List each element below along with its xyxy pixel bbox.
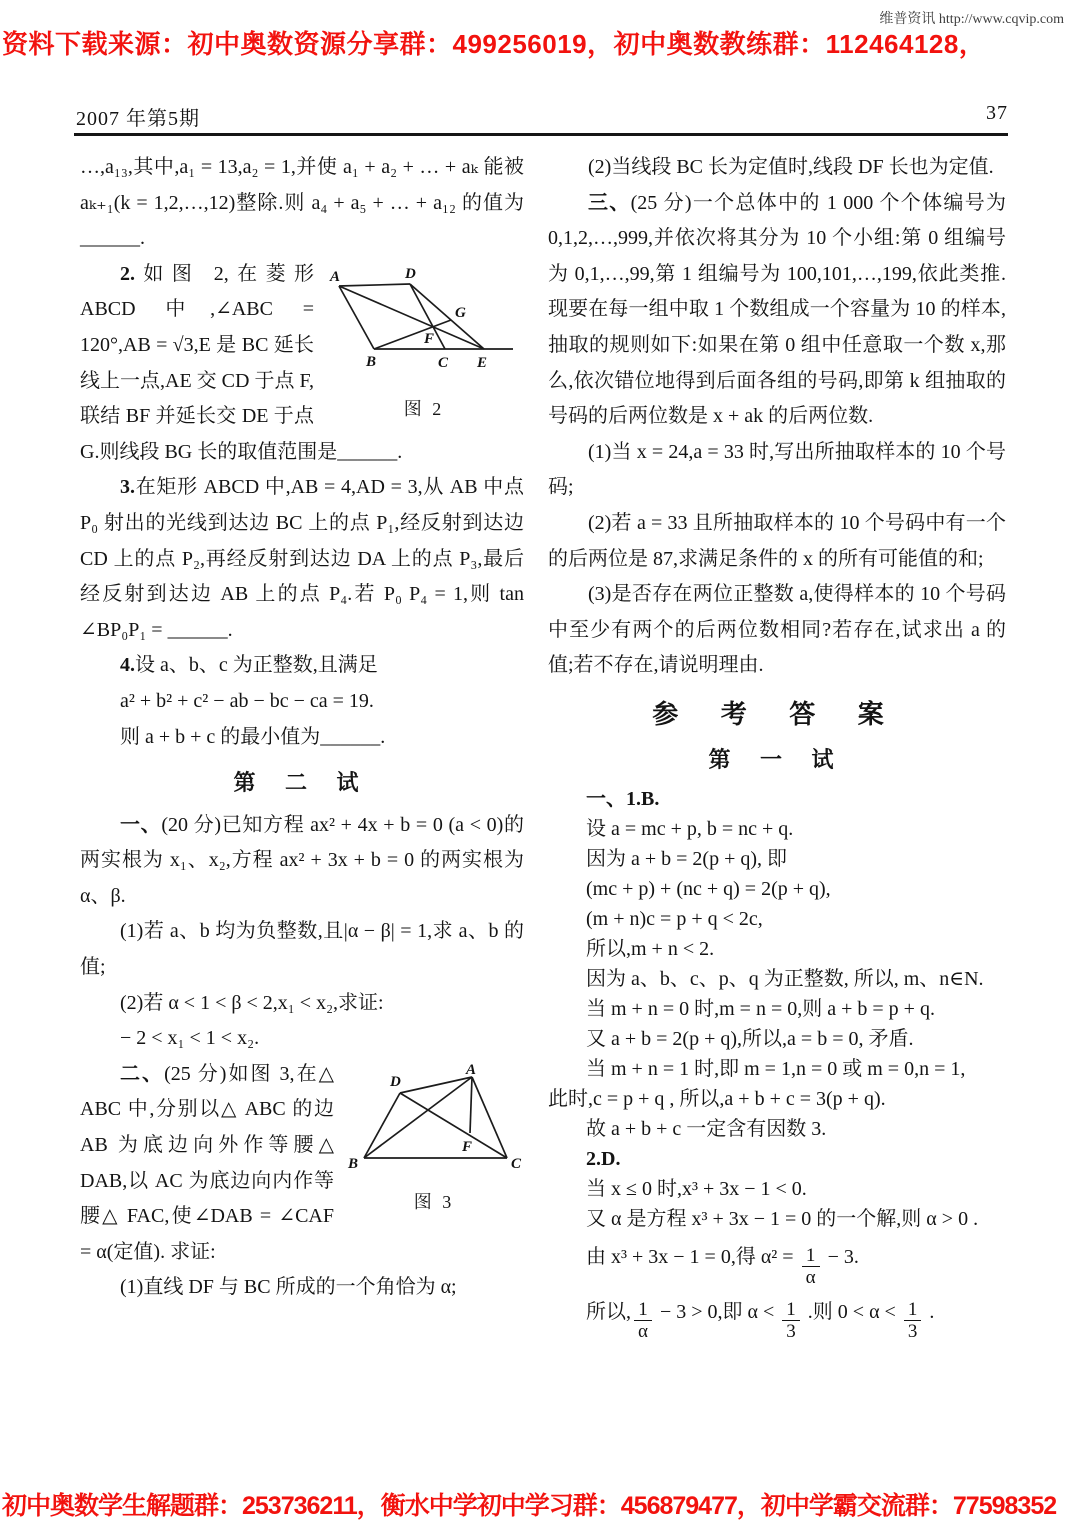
answer-line-fraction: 所以, $\frac{1}{\alpha}$ − 3 > 0,即 α < $\frac{1}{3}$ .则 0 < α < $\frac{1}{3}$ . — [586, 1299, 935, 1343]
problem-er-number: 二、 — [120, 1062, 165, 1085]
figure-2-drawing — [324, 263, 524, 395]
problem-yi-text: 一、(20 分)已知方程 ax² + 4x + b = 0 (a < 0)的两实根为 x₁、x₂,方程 ax² + 3x + b = 0 的两实根为 α、β. — [80, 813, 525, 907]
problem-4-equation: a² + b² + c² − ab − bc − ca = 19. — [120, 689, 374, 712]
answer-line: 因为 a、b、c、p、q 为正整数, 所以, m、n∈N. — [586, 968, 984, 991]
fig2-label-A: A — [330, 268, 341, 285]
fig2-label-C: C — [438, 354, 449, 371]
problem-yi-sub1: (1)若 a、b 均为负整数,且|α − β| = 1,求 a、b 的值; — [80, 920, 524, 979]
issue-label: 2007 年第5期 — [76, 108, 200, 130]
fraction-1-over-alpha: $\frac{1}{\alpha}$ — [802, 1245, 820, 1289]
fig3-label-A: A — [466, 1062, 477, 1078]
problem-yi-sub2: (2)若 α < 1 < β < 2,x₁ < x₂,求证: — [120, 991, 384, 1014]
answer-line: (m + n)c = p + q < 2c, — [586, 908, 763, 931]
problem-4-number: 4. — [120, 654, 135, 677]
answer-line: 当 m + n = 1 时,即 m = 1,n = 0 或 m = 0,n = 1, — [586, 1058, 966, 1081]
problem-san-text: 三、(25 分)一个总体中的 1 000 个个体编号为 0,1,2,…,999,并依次将其分为 10 个小组:第 0 组编号为 0,1,…,99,第 1 组编号为 100,101,…,199,依此类推.现要在每一组中取 1 个数组成一个容量为 10 的样本,抽取的规则如下:如果在第 0 组中任意取一个数 x,那么,依次错位地得到后面各组的号码,即第 k 组抽取的号码的后两位数是 x + ak 的后两位数. — [548, 191, 1007, 428]
answer-2-label: 2.D. — [586, 1148, 621, 1171]
fig3-label-B: B — [348, 1155, 359, 1172]
page-number: 37 — [986, 102, 1008, 124]
fig2-label-E: E — [477, 354, 488, 371]
test-1-heading: 第 一 试 — [708, 746, 846, 772]
answers-heading: 参 考 答 案 — [652, 699, 902, 729]
figure-2-caption: 图 2 — [403, 398, 445, 419]
left-column — [80, 150, 524, 1306]
fig3-lines — [364, 1077, 507, 1158]
problem-4-intro: 4.设 a、b、c 为正整数,且满足 — [120, 654, 378, 677]
problem-yi-number: 一、 — [120, 813, 162, 836]
problem-4 — [80, 648, 524, 755]
problem-3-number: 3. — [120, 476, 135, 499]
answer-1-label: 一、1.B. — [586, 788, 660, 811]
problem-san — [548, 186, 1006, 684]
problem-san-q3: (3)是否存在两位正整数 a,使得样本的 10 个号码中至少有两个的后两位数相同?若存在,试求出 a 的值;若不存在,请说明理由. — [548, 583, 1006, 677]
figure-3-caption: 图 3 — [413, 1191, 455, 1212]
problem-2-number: 2. — [120, 262, 135, 285]
problem-2-text: 2.如图 2,在菱形 ABCD 中,∠ABC = 120°,AB = √3,E 是 BC 延长线上一点,AE 交 CD 于点 F,联结 BF 并延长交 DE 于点 G.则线段 BG 长的取值范围是______. — [80, 262, 403, 463]
problem-4-question: 则 a + b + c 的最小值为______. — [120, 725, 386, 748]
section-2-heading: 第 二 试 — [233, 770, 371, 796]
fig2-label-F: F — [424, 330, 435, 347]
problem-yi-sub2-result: − 2 < x₁ < 1 < x₂. — [120, 1027, 260, 1050]
problem-er-text: 二、(25 分)如图 3,在△ ABC 中,分别以△ ABC 的边 AB 为底边向外作等腰△ DAB,以 AC 为底边向内作等腰△ FAC,使∠DAB = ∠CAF = α(定值). 求证: — [80, 1062, 335, 1263]
fig3-label-F: F — [462, 1138, 473, 1155]
answer-line: 所以,m + n < 2. — [586, 938, 715, 961]
problem-er — [80, 1057, 524, 1306]
fraction-1-over-3: $\frac{1}{3}$ — [904, 1299, 922, 1343]
problem-san-number: 三、 — [588, 191, 631, 214]
fig2-label-B: B — [366, 353, 377, 370]
problem-3-text: 3.在矩形 ABCD 中,AB = 4,AD = 3,从 AB 中点 P₀ 射出的光线到达边 BC 上的点 P₁,经反射到达边 CD 上的点 P₂,再经反射到达边 DA 上的点 P₃,最后经反射到达边 AB 上的点 P₄.若 P₀ P₄ = 1,则 tan ∠BP₀P₁ = ______. — [80, 476, 524, 641]
problem-2 — [80, 257, 524, 471]
answer-line: (mc + p) + (nc + q) = 2(p + q), — [586, 878, 831, 901]
banner-top: 资料下载来源：初中奥数资源分享群：499256019，初中奥数教练群：112464128， — [2, 29, 986, 59]
answers-section — [548, 784, 1006, 1342]
fig3-label-D: D — [390, 1073, 401, 1090]
problem-er-sub1: (1)直线 DF 与 BC 所成的一个角恰为 α; — [120, 1276, 457, 1299]
answer-line: 当 m + n = 0 时,m = n = 0,则 a + b = p + q. — [586, 998, 935, 1021]
header-rule — [74, 133, 1008, 136]
fig2-label-G: G — [455, 304, 466, 321]
problem-san-q1: (1)当 x = 24,a = 33 时,写出所抽取样本的 10 个号码; — [548, 440, 1006, 499]
figure-3 — [344, 1063, 524, 1214]
figure-2 — [324, 263, 524, 421]
banner-bottom: 初中奥数学生解题群：253736211，衡水中学初中学习群：456879477，初中学霸交流群：77598352 — [2, 1492, 1057, 1520]
answer-line: 设 a = mc + p, b = nc + q. — [586, 818, 794, 841]
right-column — [548, 150, 1006, 1351]
problem-er-sub2: (2)当线段 BC 长为定值时,线段 DF 长也为定值. — [588, 156, 994, 178]
answer-line: 此时,c = p + q , 所以,a + b + c = 3(p + q). — [548, 1088, 886, 1111]
fig3-label-C: C — [511, 1155, 522, 1172]
watermark-cqvip: 维普资讯 http://www.cqvip.com — [879, 12, 1064, 27]
fig2-label-D: D — [405, 265, 416, 282]
problem-1-continuation: …,a₁₃,其中,a₁ = 13,a₂ = 1,并使 a₁ + a₂ + … + aₖ 能被 aₖ₊₁(k = 1,2,…,12)整除.则 a₄ + a₅ + … + a₁₂ 的值为______. — [80, 156, 524, 250]
fraction-1-over-alpha: $\frac{1}{\alpha}$ — [634, 1299, 652, 1343]
answer-line-fraction: 由 x³ + 3x − 1 = 0,得 α² = $\frac{1}{\alpha}$ − 3. — [586, 1244, 859, 1289]
answer-line: 又 a + b = 2(p + q),所以,a = b = 0, 矛盾. — [586, 1028, 914, 1051]
fraction-1-over-3: $\frac{1}{3}$ — [782, 1299, 800, 1343]
answer-line: 当 x ≤ 0 时,x³ + 3x − 1 < 0. — [586, 1178, 807, 1201]
answer-line: 故 a + b + c 一定含有因数 3. — [586, 1118, 827, 1141]
figure-3-drawing — [344, 1063, 524, 1188]
page-header — [76, 102, 1008, 131]
problem-yi — [80, 808, 524, 1057]
problem-san-q2: (2)若 a = 33 且所抽取样本的 10 个号码中有一个的后两位是 87,求满足条件的 x 的所有可能值的和; — [548, 511, 1006, 570]
answer-line: 因为 a + b = 2(p + q), 即 — [586, 848, 788, 871]
answer-line: 又 α 是方程 x³ + 3x − 1 = 0 的一个解,则 α > 0 . — [586, 1208, 979, 1231]
